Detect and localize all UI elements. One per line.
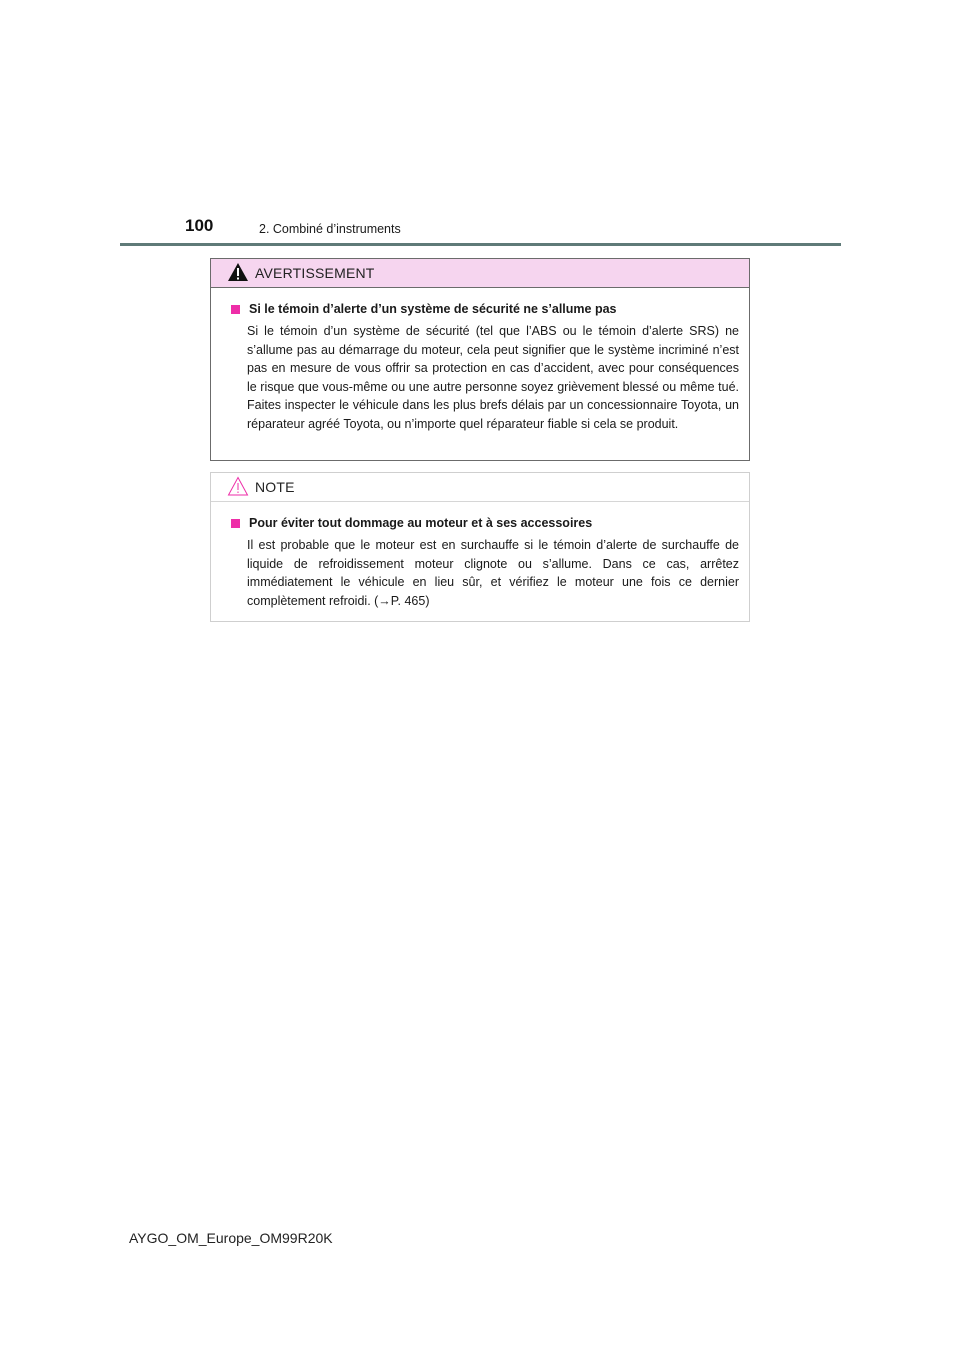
document-code: AYGO_OM_Europe_OM99R20K	[129, 1230, 333, 1246]
warning-paragraph: Si le témoin d’un système de sécurité (tel que l’ABS ou le témoin d’alerte SRS) ne s’allume pas au démarrage du moteur, cela peut signifier que le système incriminé n’est pas en mesure de vous offrir sa protection en cas d’accident, avec pour conséquences le risque que vous-même ou une autre personne soyez grièvement blessé ou même tué. Faites inspecter le véhicule dans les plus brefs délais par un concessionnaire Toyota, un réparateur agréé Toyota, ou n’importe quel réparateur fiable si cela se produit.	[247, 324, 739, 431]
page-number: 100	[185, 216, 214, 235]
warning-header	[211, 259, 749, 288]
warning-body	[211, 288, 749, 434]
square-bullet-icon	[231, 305, 240, 314]
warning-item-title	[229, 301, 739, 318]
section-title: 2. Combiné d’instruments	[259, 222, 401, 236]
note-box	[210, 472, 750, 622]
warning-box	[210, 258, 750, 461]
note-paragraph: Il est probable que le moteur est en surchauffe si le témoin d’alerte de surchauffe de liquide de refroidissement moteur clignote ou s’allume. Dans ce cas, arrêtez immédiatement le véhicule en lieu sûr, et vérifiez le moteur une fois ce dernier complètement refroidi. (→P. 465)	[247, 538, 739, 608]
square-bullet-icon	[231, 519, 240, 528]
header-rule	[120, 243, 841, 246]
note-body	[211, 502, 749, 610]
note-title-text: Pour éviter tout dommage au moteur et à ses accessoires	[249, 516, 593, 530]
caution-triangle-outline-icon	[227, 476, 249, 496]
warning-title-text: Si le témoin d’alerte d’un système de sécurité ne s’allume pas	[249, 302, 617, 316]
note-item-title	[229, 515, 739, 532]
note-header	[211, 473, 749, 502]
note-label: NOTE	[255, 479, 295, 495]
warning-triangle-icon	[227, 262, 249, 282]
warning-label: AVERTISSEMENT	[255, 265, 375, 281]
